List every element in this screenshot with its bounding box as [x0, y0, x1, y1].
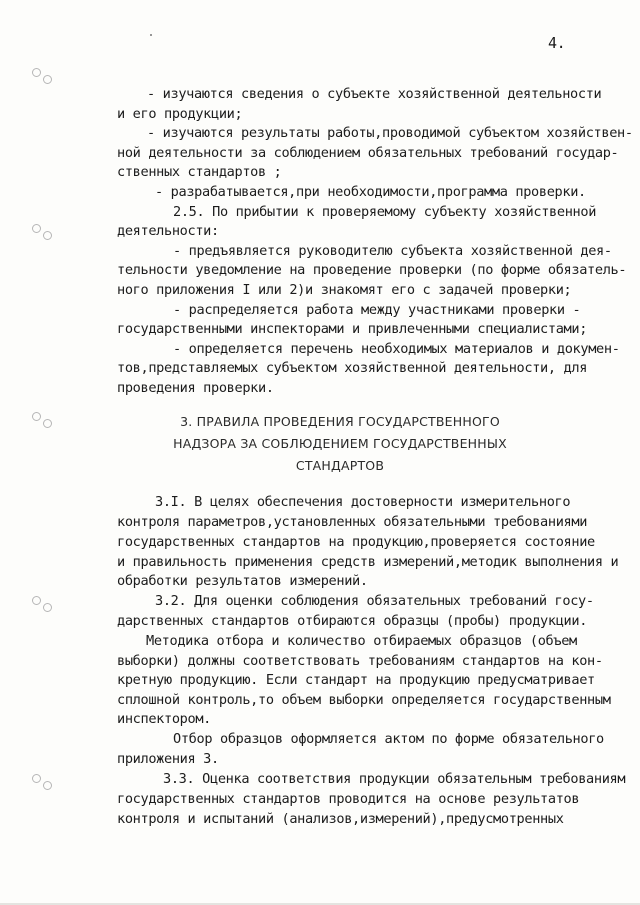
text-line: - предъявляется руководителю субъекта хозяйственной дея-	[173, 243, 612, 259]
section-heading-line: СТАНДАРТОВ	[295, 458, 385, 473]
text-line: государственных стандартов проводится на основе результатов	[117, 791, 580, 807]
text-line: - изучаются результаты работы,проводимой субъектом хозяйствен-	[147, 125, 633, 141]
text-line: дарственных стандартов отбираются образцы (пробы) продукции.	[117, 613, 588, 629]
text-line: контроля и испытаний (анализов,измерений),предусмотренных	[117, 811, 564, 827]
text-line: ственных стандартов ;	[117, 164, 282, 180]
text-line: деятельности:	[117, 223, 219, 239]
text-line: ного приложения I или 2)и знакомят его с задачей проверки;	[117, 282, 572, 298]
text-line: тов,представляемых субъектом хозяйственной деятельности, для	[117, 360, 588, 376]
text-line: и его продукции;	[117, 106, 243, 122]
text-line: 3.2. Для оценки соблюдения обязательных требований госу-	[155, 593, 594, 609]
text-line: 3.3. Оценка соответствия продукции обязательным требованиям	[163, 771, 626, 787]
text-line: 2.5. По прибытии к проверяемому субъекту хозяйственной	[173, 204, 597, 220]
page-number: 4.	[548, 34, 566, 52]
punch-hole-mark	[30, 66, 56, 86]
text-line: контроля параметров,установленных обязательными требованиями	[117, 514, 588, 530]
text-line: проведения проверки.	[117, 380, 274, 396]
section-heading-line: 3. ПРАВИЛА ПРОВЕДЕНИЯ ГОСУДАРСТВЕННОГО	[180, 414, 500, 429]
text-line: - определяется перечень необходимых материалов и докумен-	[173, 341, 620, 357]
text-line: приложения 3.	[117, 751, 219, 767]
text-line: государственных стандартов на продукцию,проверяется состояние	[117, 534, 595, 550]
text-line: Методика отбора и количество отбираемых образцов (объем	[146, 633, 577, 649]
text-line: государственными инспекторами и привлеченными специалистами;	[117, 321, 588, 337]
section-heading-line: НАДЗОРА ЗА СОБЛЮДЕНИЕМ ГОСУДАРСТВЕННЫХ	[173, 436, 507, 451]
punch-hole-mark	[30, 222, 56, 242]
punch-hole-mark	[30, 772, 56, 792]
text-line: инспектором.	[117, 711, 212, 727]
scan-speck	[150, 34, 152, 36]
text-line: Отбор образцов оформляется актом по форме обязательного	[173, 731, 604, 747]
text-line: сплошной контроль,то объем выборки определяется государственным	[117, 692, 611, 708]
text-line: - распределяется работа между участниками проверки -	[173, 302, 581, 318]
text-line: обработки результатов измерений.	[117, 573, 368, 589]
punch-hole-mark	[30, 594, 56, 614]
text-line: тельности уведомление на проведение проверки (по форме обязатель-	[117, 262, 627, 278]
text-line: и правильность применения средств измерений,методик выполнения и	[117, 554, 619, 570]
text-line: - разрабатывается,при необходимости,программа проверки.	[155, 184, 586, 200]
text-line: кретную продукцию. Если стандарт на продукцию предусматривает	[117, 672, 595, 688]
text-line: - изучаются сведения о субъекте хозяйственной деятельности	[147, 86, 602, 102]
punch-hole-mark	[30, 410, 56, 430]
text-line: ной деятельности за соблюдением обязательных требований государ-	[117, 145, 619, 161]
text-line: 3.I. В целях обеспечения достоверности измерительного	[155, 494, 571, 510]
text-line: выборки) должны соответствовать требованиям стандартов на кон-	[117, 653, 603, 669]
